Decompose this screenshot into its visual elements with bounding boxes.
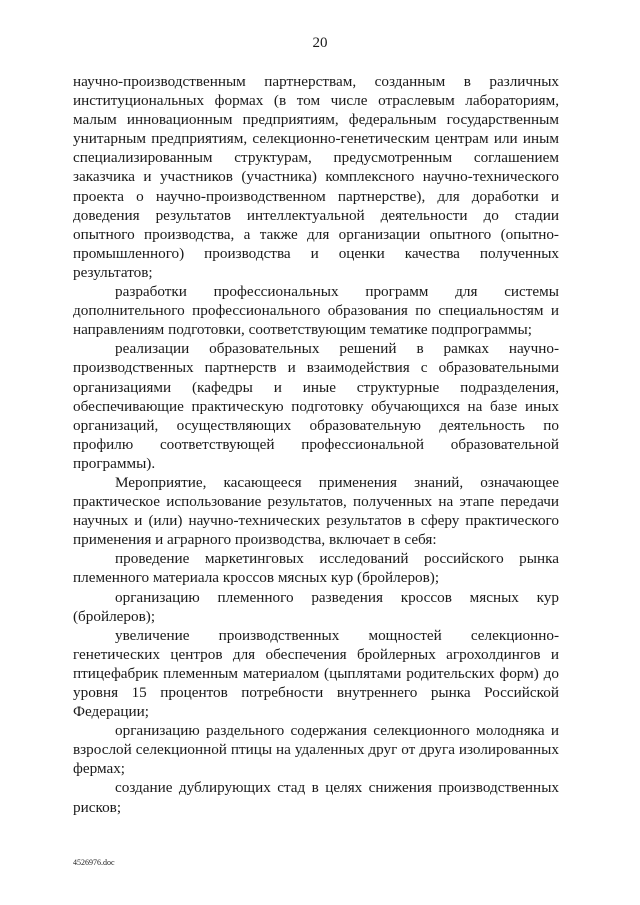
paragraph-3: реализации образовательных решений в рамках научно-производственных партнерств и взаимодействия с образовательными организациями (кафедры и иные структурные подразделения, обеспечивающие практическую подготовку обучающихся на базе иных организаций, осуществляющих образовательную деятельность по профилю соответствующей профессиональной образовательной программы). [73, 340, 559, 472]
paragraph-5: проведение маркетинговых исследований российского рынка племенного материала кроссов мясных кур (бройлеров); [73, 550, 559, 587]
document-body [73, 72, 559, 817]
paragraph-7: увеличение производственных мощностей селекционно-генетических центров для обеспечения бройлерных агрохолдингов и птицефабрик племенным материалом (цыплятами родительских форм) до уровня 15 процентов потребности внутреннего рынка Российской Федерации; [73, 626, 559, 721]
paragraph-8: организацию раздельного содержания селекционного молодняка и взрослой селекционной птицы на удаленных друг от друга изолированных фермах; [73, 722, 559, 778]
paragraph-2: разработки профессиональных программ для системы дополнительного профессионального образования по специальностям и направлениям подготовки, соответствующим тематике подпрограммы; [73, 283, 559, 339]
paragraph-4: Мероприятие, касающееся применения знаний, означающее практическое использование результатов, полученных на этапе передачи научных и (или) научно-технических результатов в сферу практического применения и аграрного производства, включает в себя: [73, 473, 559, 549]
paragraph-1: научно-производственным партнерствам, созданным в различных институциональных формах (в том числе отраслевым лабораториям, малым инновационным предприятиям, федеральным государственным унитарным предприятиям, селекционно-генетическим центрам или иным специализированным структурам, предусмотренным соглашением заказчика и участников (участника) комплексного научно-технического проекта о научно-производственном партнерстве), для доработки и доведения результатов интеллектуальной деятельности до стадии опытного производства, а также для организации опытного (опытно-промышленного) производства и оценки качества полученных результатов; [73, 73, 559, 281]
paragraph-6: организацию племенного разведения кроссов мясных кур (бройлеров); [73, 588, 559, 625]
document-file-code: 4526976.doc [73, 858, 115, 867]
page-number: 20 [312, 35, 328, 51]
paragraph-9: создание дублирующих стад в целях снижения производственных рисков; [73, 779, 559, 816]
